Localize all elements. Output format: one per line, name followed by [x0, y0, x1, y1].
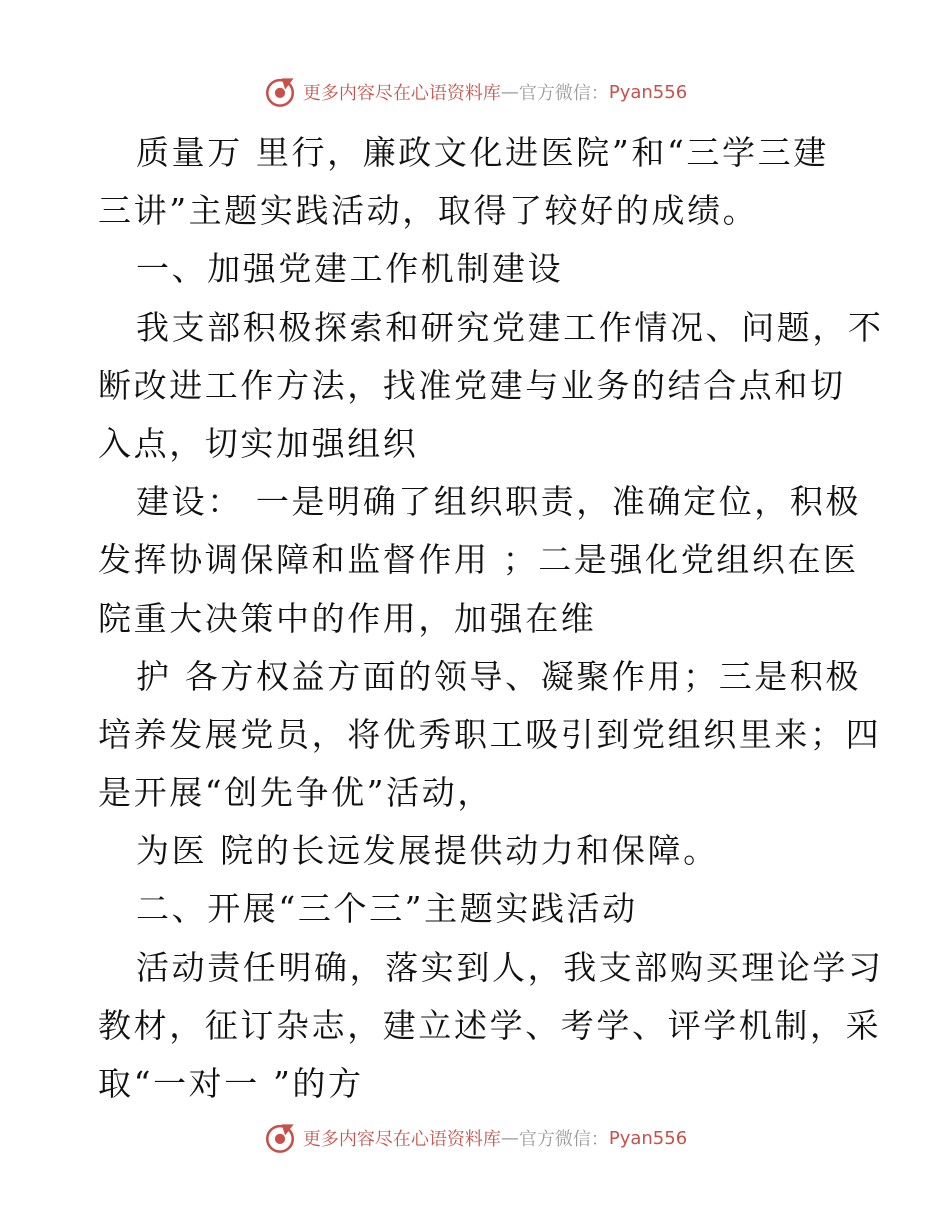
body-line: 质量万 里行，廉政文化进医院”和“三学三建: [136, 133, 829, 172]
watermark-text: 更多内容尽在心语资料库: [302, 1129, 501, 1150]
body-line: 是开展“创先争优”活动，: [98, 773, 493, 813]
watermark-text: 更多内容尽在心语资料库: [302, 83, 501, 104]
body-line: 院重大决策中的作用，加强在维: [98, 598, 597, 638]
document-body: [98, 124, 884, 1113]
watermark-wechat-label: 官方微信：: [518, 83, 609, 104]
body-line: 教材，征订杂志，建立述学、考学、评学机制，采: [98, 1005, 882, 1045]
body-line: 断改进工作方法，找准党建与业务的结合点和切: [98, 365, 846, 405]
body-line: 活动责任明确，落实到人，我支部购买理论学习: [136, 947, 884, 987]
section-heading: 二、开展“三个三”主题实践活动: [136, 889, 638, 929]
body-line: 为医 院的长远发展提供动力和保障。: [136, 831, 719, 871]
body-line: 建设： 一是明确了组织职责，准确定位，积极: [136, 482, 862, 522]
watermark-separator: —: [500, 81, 519, 103]
logo-icon: [263, 1121, 297, 1155]
watermark-separator: —: [500, 1127, 519, 1149]
body-line: 培养发展党员，将优秀职工吸引到党组织里来；四: [98, 714, 882, 754]
section-heading: 一、加强党建工作机制建设: [136, 249, 564, 289]
body-line: 取“一对一 ”的方: [98, 1064, 364, 1103]
body-line: 我支部积极探索和研究党建工作情况、问题，不: [136, 307, 884, 347]
watermark-wechat-label: 官方微信：: [518, 1129, 609, 1150]
body-line: 发挥协调保障和监督作用 ；二是强化党组织在医: [98, 540, 859, 580]
header-watermark: [0, 72, 950, 112]
footer-watermark: [0, 1118, 950, 1158]
watermark-account: Pyan556: [608, 81, 688, 103]
watermark-account: Pyan556: [608, 1127, 688, 1149]
logo-icon: [263, 75, 297, 109]
body-line: 三讲”主题实践活动，取得了较好的成绩。: [98, 191, 759, 231]
body-line: 入点，切实加强组织: [98, 423, 419, 463]
body-line: 护 各方权益方面的领导、凝聚作用；三是积极: [136, 656, 862, 696]
